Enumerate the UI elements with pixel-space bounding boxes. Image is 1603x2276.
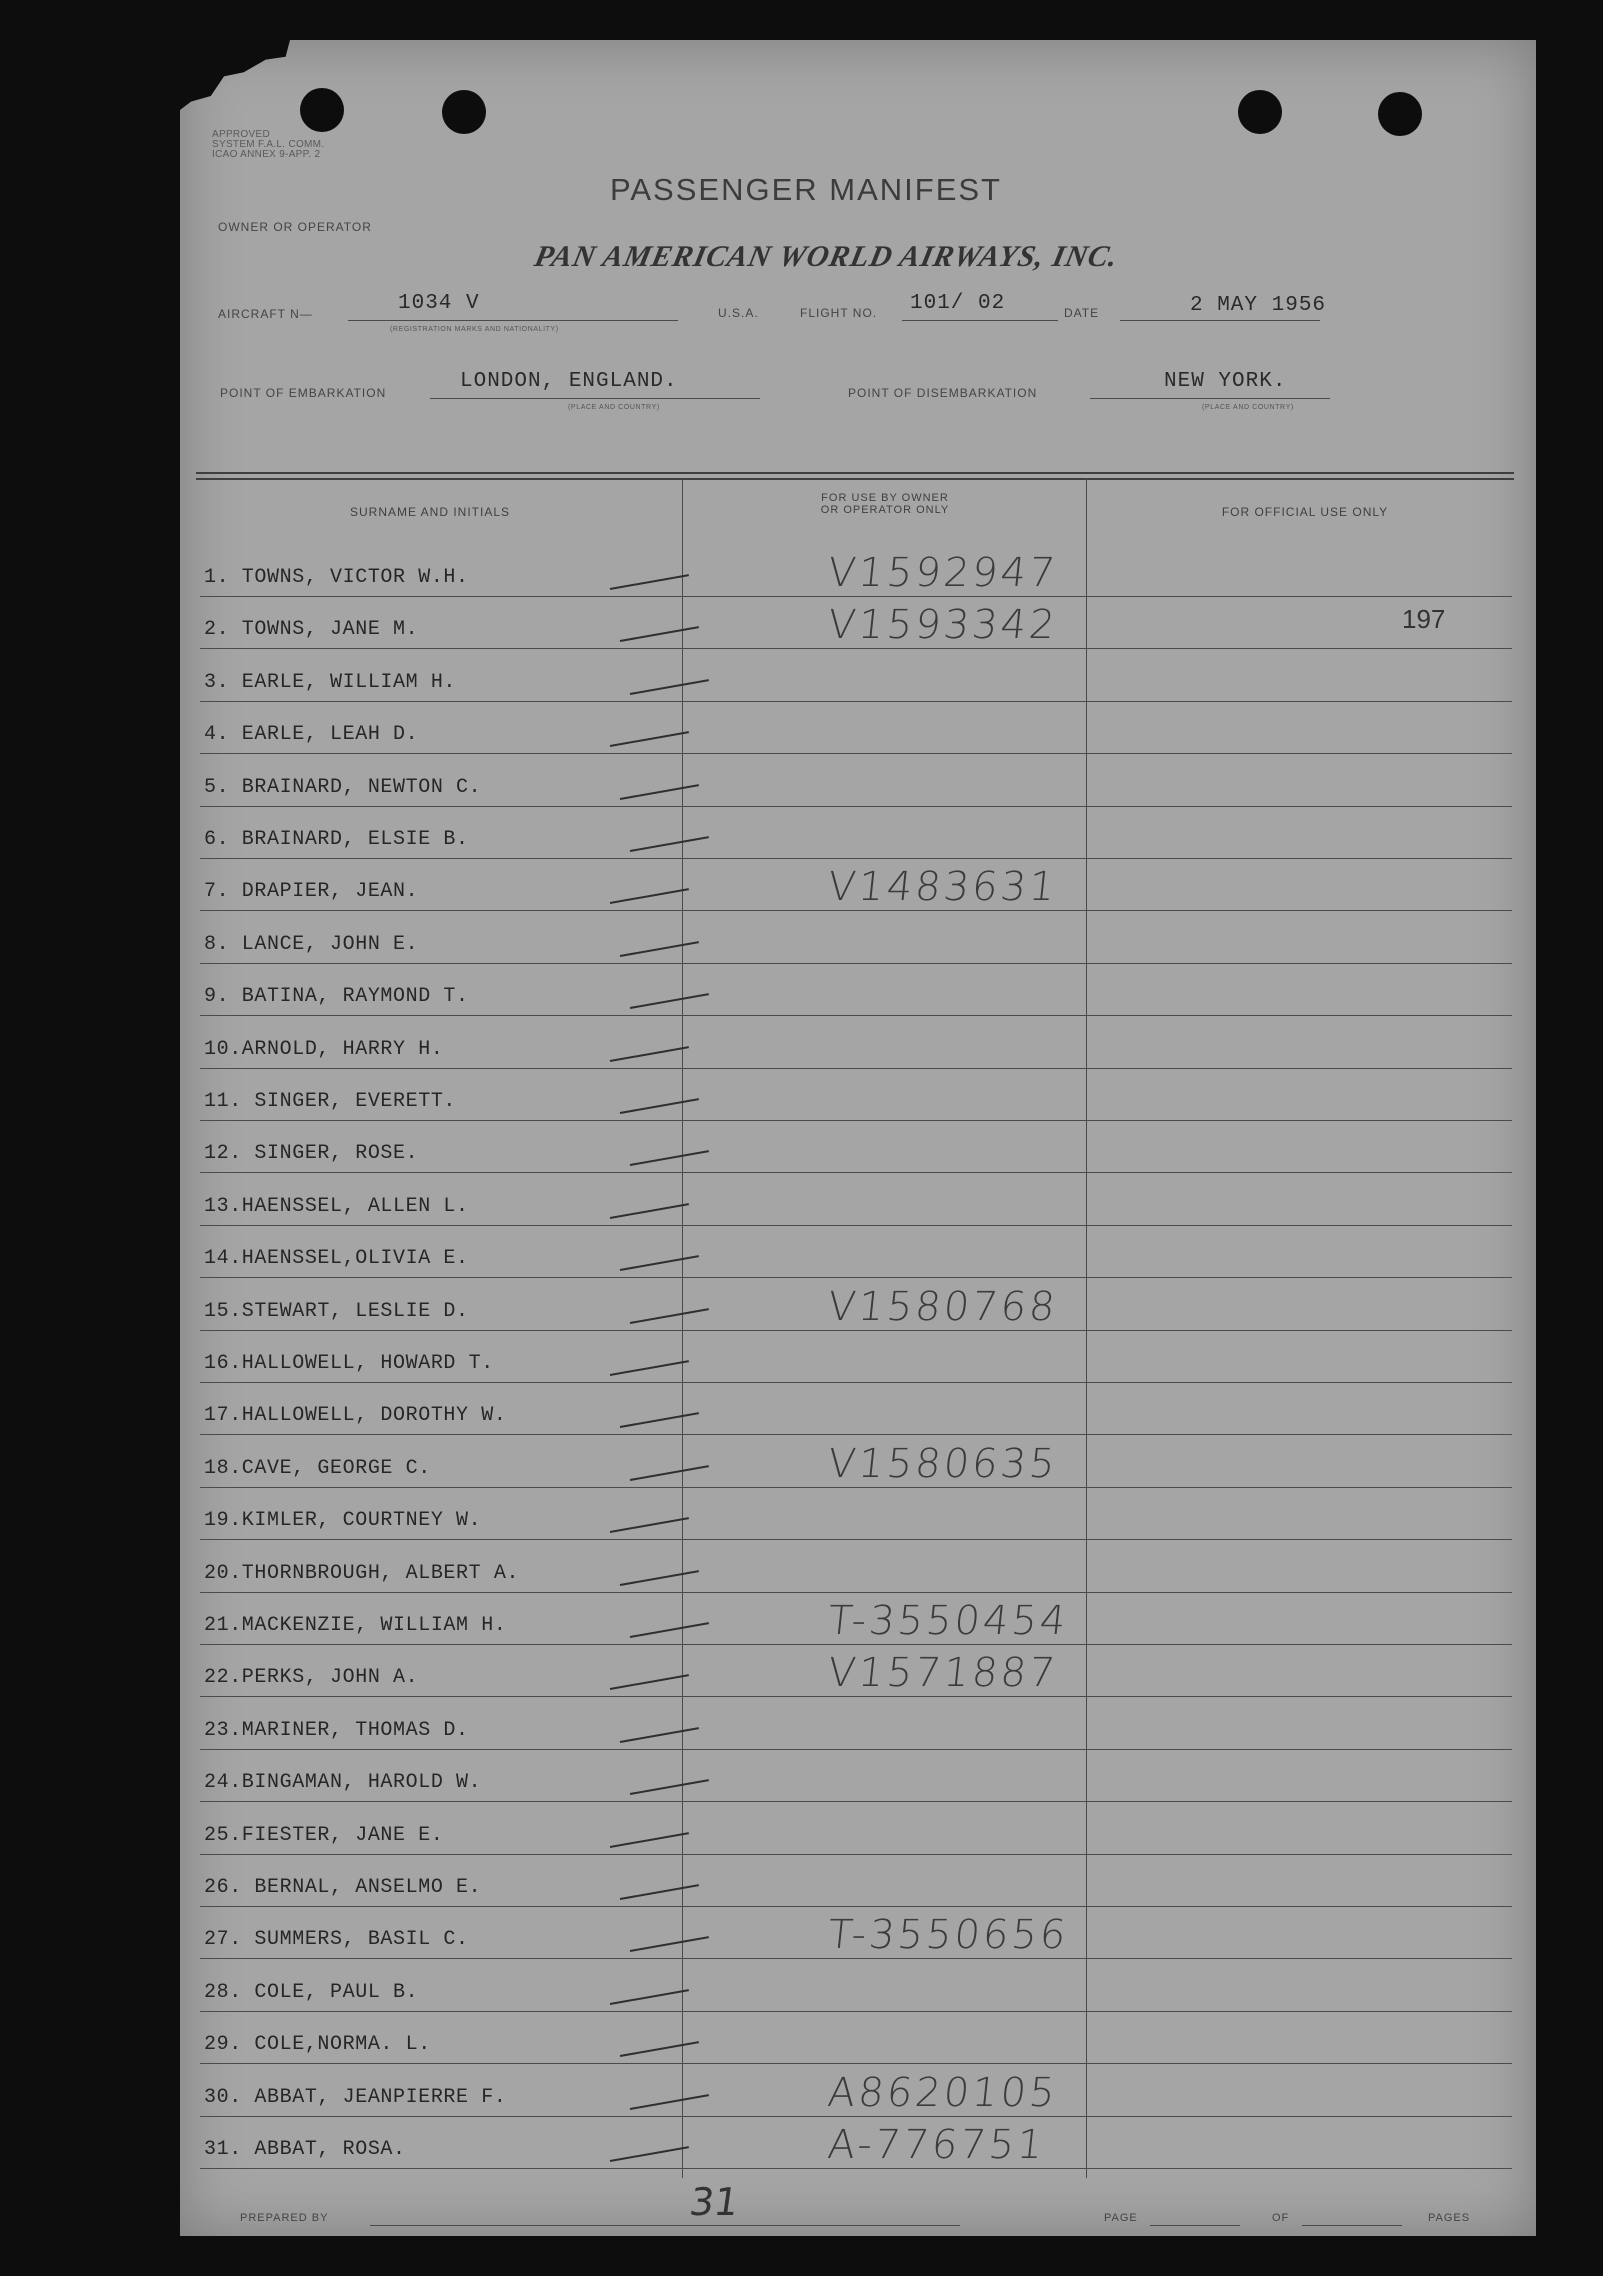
handwritten-document-number: A8620105 [825,2069,1060,2116]
row-rule [200,2011,1512,2012]
passenger-name: 23.MARINER, THOMAS D. [204,1718,469,1742]
owner-label: OWNER OR OPERATOR [218,220,372,234]
row-rule [200,910,1512,911]
passenger-name: 25.FIESTER, JANE E. [204,1823,444,1847]
passenger-name: 6. BRAINARD, ELSIE B. [204,828,469,851]
check-mark-icon [620,1884,699,1900]
row-rule [200,858,1512,859]
passenger-name: 10.ARNOLD, HARRY H. [204,1037,444,1061]
prepared-by-label: PREPARED BY [240,2212,329,2224]
page-label: PAGE [1104,2212,1138,2224]
passenger-name: 14.HAENSSEL,OLIVIA E. [204,1247,469,1271]
passenger-name: 19.KIMLER, COURTNEY W. [204,1509,482,1533]
approval-line: APPROVED [212,129,270,140]
column-header-owner-line: FOR USE BY OWNER [821,492,949,504]
handwritten-document-number: T-3550454 [825,1598,1071,1644]
row-rule [200,1958,1512,1959]
row-rule [200,1696,1512,1697]
check-mark-icon [610,1203,689,1219]
row-rule [200,1592,1512,1593]
aircraft-value: 1034 V [398,292,480,315]
of-line [1302,2225,1402,2226]
pages-label: PAGES [1428,2212,1471,2224]
passenger-name: 31. ABBAT, ROSA. [204,2138,406,2161]
passenger-name: 28. COLE, PAUL B. [204,1980,419,2004]
passenger-name: 21.MACKENZIE, WILLIAM H. [204,1614,507,1637]
passenger-name: 24.BINGAMAN, HAROLD W. [204,1771,482,1795]
disembarkation-label: POINT OF DISEMBARKATION [848,386,1038,400]
check-mark-icon [620,1098,699,1114]
table-top-rule [196,478,1514,480]
page-line [1150,2225,1240,2226]
embarkation-value: LONDON, ENGLAND. [460,370,678,393]
row-rule [200,753,1512,754]
check-mark-icon [630,1937,709,1953]
handwritten-document-number: V1483631 [825,864,1060,911]
check-mark-icon [630,1151,709,1167]
embarkation-label: POINT OF EMBARKATION [220,386,387,400]
handwritten-document-number: A-776751 [825,2122,1049,2168]
check-mark-icon [630,1308,709,1324]
handwritten-document-number: V1571887 [825,1650,1060,1697]
disembarkation-value: NEW YORK. [1164,370,1287,393]
aircraft-caption: (REGISTRATION MARKS AND NATIONALITY) [390,326,559,333]
of-label: OF [1272,2212,1290,2224]
aircraft-line [348,320,678,321]
torn-corner [180,40,290,110]
check-mark-icon [630,679,709,695]
row-rule [200,1434,1512,1435]
row-rule [200,1801,1512,1802]
date-line [1120,320,1320,321]
passenger-name: 12. SINGER, ROSE. [204,1142,419,1166]
check-mark-icon [630,2094,709,2110]
passenger-name: 15.STEWART, LESLIE D. [204,1299,469,1323]
table-top-rule [196,472,1514,474]
flight-value: 101/ 02 [910,292,1006,315]
passenger-name: 9. BATINA, RAYMOND T. [204,985,469,1009]
passenger-name: 13.HAENSSEL, ALLEN L. [204,1194,469,1218]
column-header-owner-line: OR OPERATOR ONLY [820,504,950,516]
prepared-by-line [370,2225,960,2226]
check-mark-icon [620,2041,699,2057]
column-divider [1086,478,1087,2178]
check-mark-icon [620,1413,699,1429]
passenger-name: 1. TOWNS, VICTOR W.H. [204,566,469,589]
row-rule [200,1382,1512,1383]
row-rule [200,1749,1512,1750]
embarkation-caption: (PLACE AND COUNTRY) [568,404,660,411]
punch-hole-icon [300,88,344,132]
manifest-sheet [180,40,1536,2236]
official-number: 197 [1402,604,1446,634]
check-mark-icon [610,889,689,905]
check-mark-icon [620,627,699,643]
handwritten-passenger-count: 31 [686,2180,742,2224]
check-mark-icon [620,1570,699,1586]
row-rule [200,1277,1512,1278]
check-mark-icon [620,941,699,957]
check-mark-icon [630,1779,709,1795]
row-rule [200,701,1512,702]
handwritten-document-number: V1580768 [825,1283,1060,1330]
row-rule [200,1015,1512,1016]
row-rule [200,1172,1512,1173]
passenger-name: 29. COLE,NORMA. L. [204,2033,431,2057]
check-mark-icon [610,2146,689,2162]
date-value: 2 MAY 1956 [1190,294,1327,317]
check-mark-icon [610,1046,689,1062]
passenger-name: 2. TOWNS, JANE M. [204,618,419,642]
date-label: DATE [1064,306,1100,320]
check-mark-icon [610,1989,689,2005]
passenger-name: 27. SUMMERS, BASIL C. [204,1928,469,1952]
row-rule [200,2168,1512,2169]
row-rule [200,1644,1512,1645]
passenger-name: 17.HALLOWELL, DOROTHY W. [204,1404,507,1428]
check-mark-icon [610,1517,689,1533]
passenger-name: 5. BRAINARD, NEWTON C. [204,775,482,799]
handwritten-document-number: V1592947 [825,550,1060,596]
check-mark-icon [630,993,709,1009]
approval-line: SYSTEM F.A.L. COMM. [212,139,325,150]
row-rule [200,1906,1512,1907]
passenger-name: 30. ABBAT, JEANPIERRE F. [204,2085,507,2109]
passenger-name: 18.CAVE, GEORGE C. [204,1456,431,1480]
approval-stamp [212,130,412,160]
check-mark-icon [630,836,709,852]
passenger-name: 8. LANCE, JOHN E. [204,932,419,956]
flight-label: FLIGHT NO. [800,306,878,320]
check-mark-icon [620,1727,699,1743]
passenger-name: 22.PERKS, JOHN A. [204,1666,419,1690]
passenger-name: 20.THORNBROUGH, ALBERT A. [204,1561,520,1585]
passenger-name: 7. DRAPIER, JEAN. [204,880,419,904]
check-mark-icon [620,784,699,800]
check-mark-icon [610,1675,689,1691]
flight-line [902,320,1058,321]
row-rule [200,1068,1512,1069]
row-rule [200,2063,1512,2064]
column-header-owner [700,492,1070,516]
passenger-name: 3. EARLE, WILLIAM H. [204,670,457,694]
punch-hole-icon [442,90,486,134]
disembarkation-caption: (PLACE AND COUNTRY) [1202,404,1294,411]
handwritten-document-number: T-3550656 [825,1912,1071,1959]
check-mark-icon [610,731,689,747]
passenger-name: 11. SINGER, EVERETT. [204,1090,457,1113]
row-rule [200,1854,1512,1855]
row-rule [200,1539,1512,1540]
check-mark-icon [630,1622,709,1638]
disembarkation-line [1090,398,1330,399]
row-rule [200,1225,1512,1226]
operator-name: PAN AMERICAN WORLD AIRWAYS, INC. [531,240,1122,273]
handwritten-document-number: V1580635 [825,1440,1060,1487]
handwritten-document-number: V1593342 [825,602,1060,649]
passenger-name: 16.HALLOWELL, HOWARD T. [204,1352,494,1375]
row-rule [200,648,1512,649]
punch-hole-icon [1238,90,1282,134]
aircraft-label: AIRCRAFT N— [218,307,313,321]
passenger-name: 4. EARLE, LEAH D. [204,723,419,747]
row-rule [200,596,1512,597]
check-mark-icon [610,1832,689,1848]
document-title: PASSENGER MANIFEST [610,172,1002,207]
check-mark-icon [610,1360,689,1376]
check-mark-icon [630,1465,709,1481]
row-rule [200,963,1512,964]
punch-hole-icon [1378,92,1422,136]
usa-label: U.S.A. [718,306,759,320]
check-mark-icon [610,574,689,590]
column-header-surname: SURNAME AND INITIALS [349,505,511,519]
embarkation-line [430,398,760,399]
passenger-name: 26. BERNAL, ANSELMO E. [204,1876,482,1899]
check-mark-icon [620,1255,699,1271]
approval-line: ICAO ANNEX 9-APP. 2 [212,149,321,160]
row-rule [200,806,1512,807]
row-rule [200,1120,1512,1121]
column-header-official: FOR OFFICIAL USE ONLY [1221,505,1389,519]
